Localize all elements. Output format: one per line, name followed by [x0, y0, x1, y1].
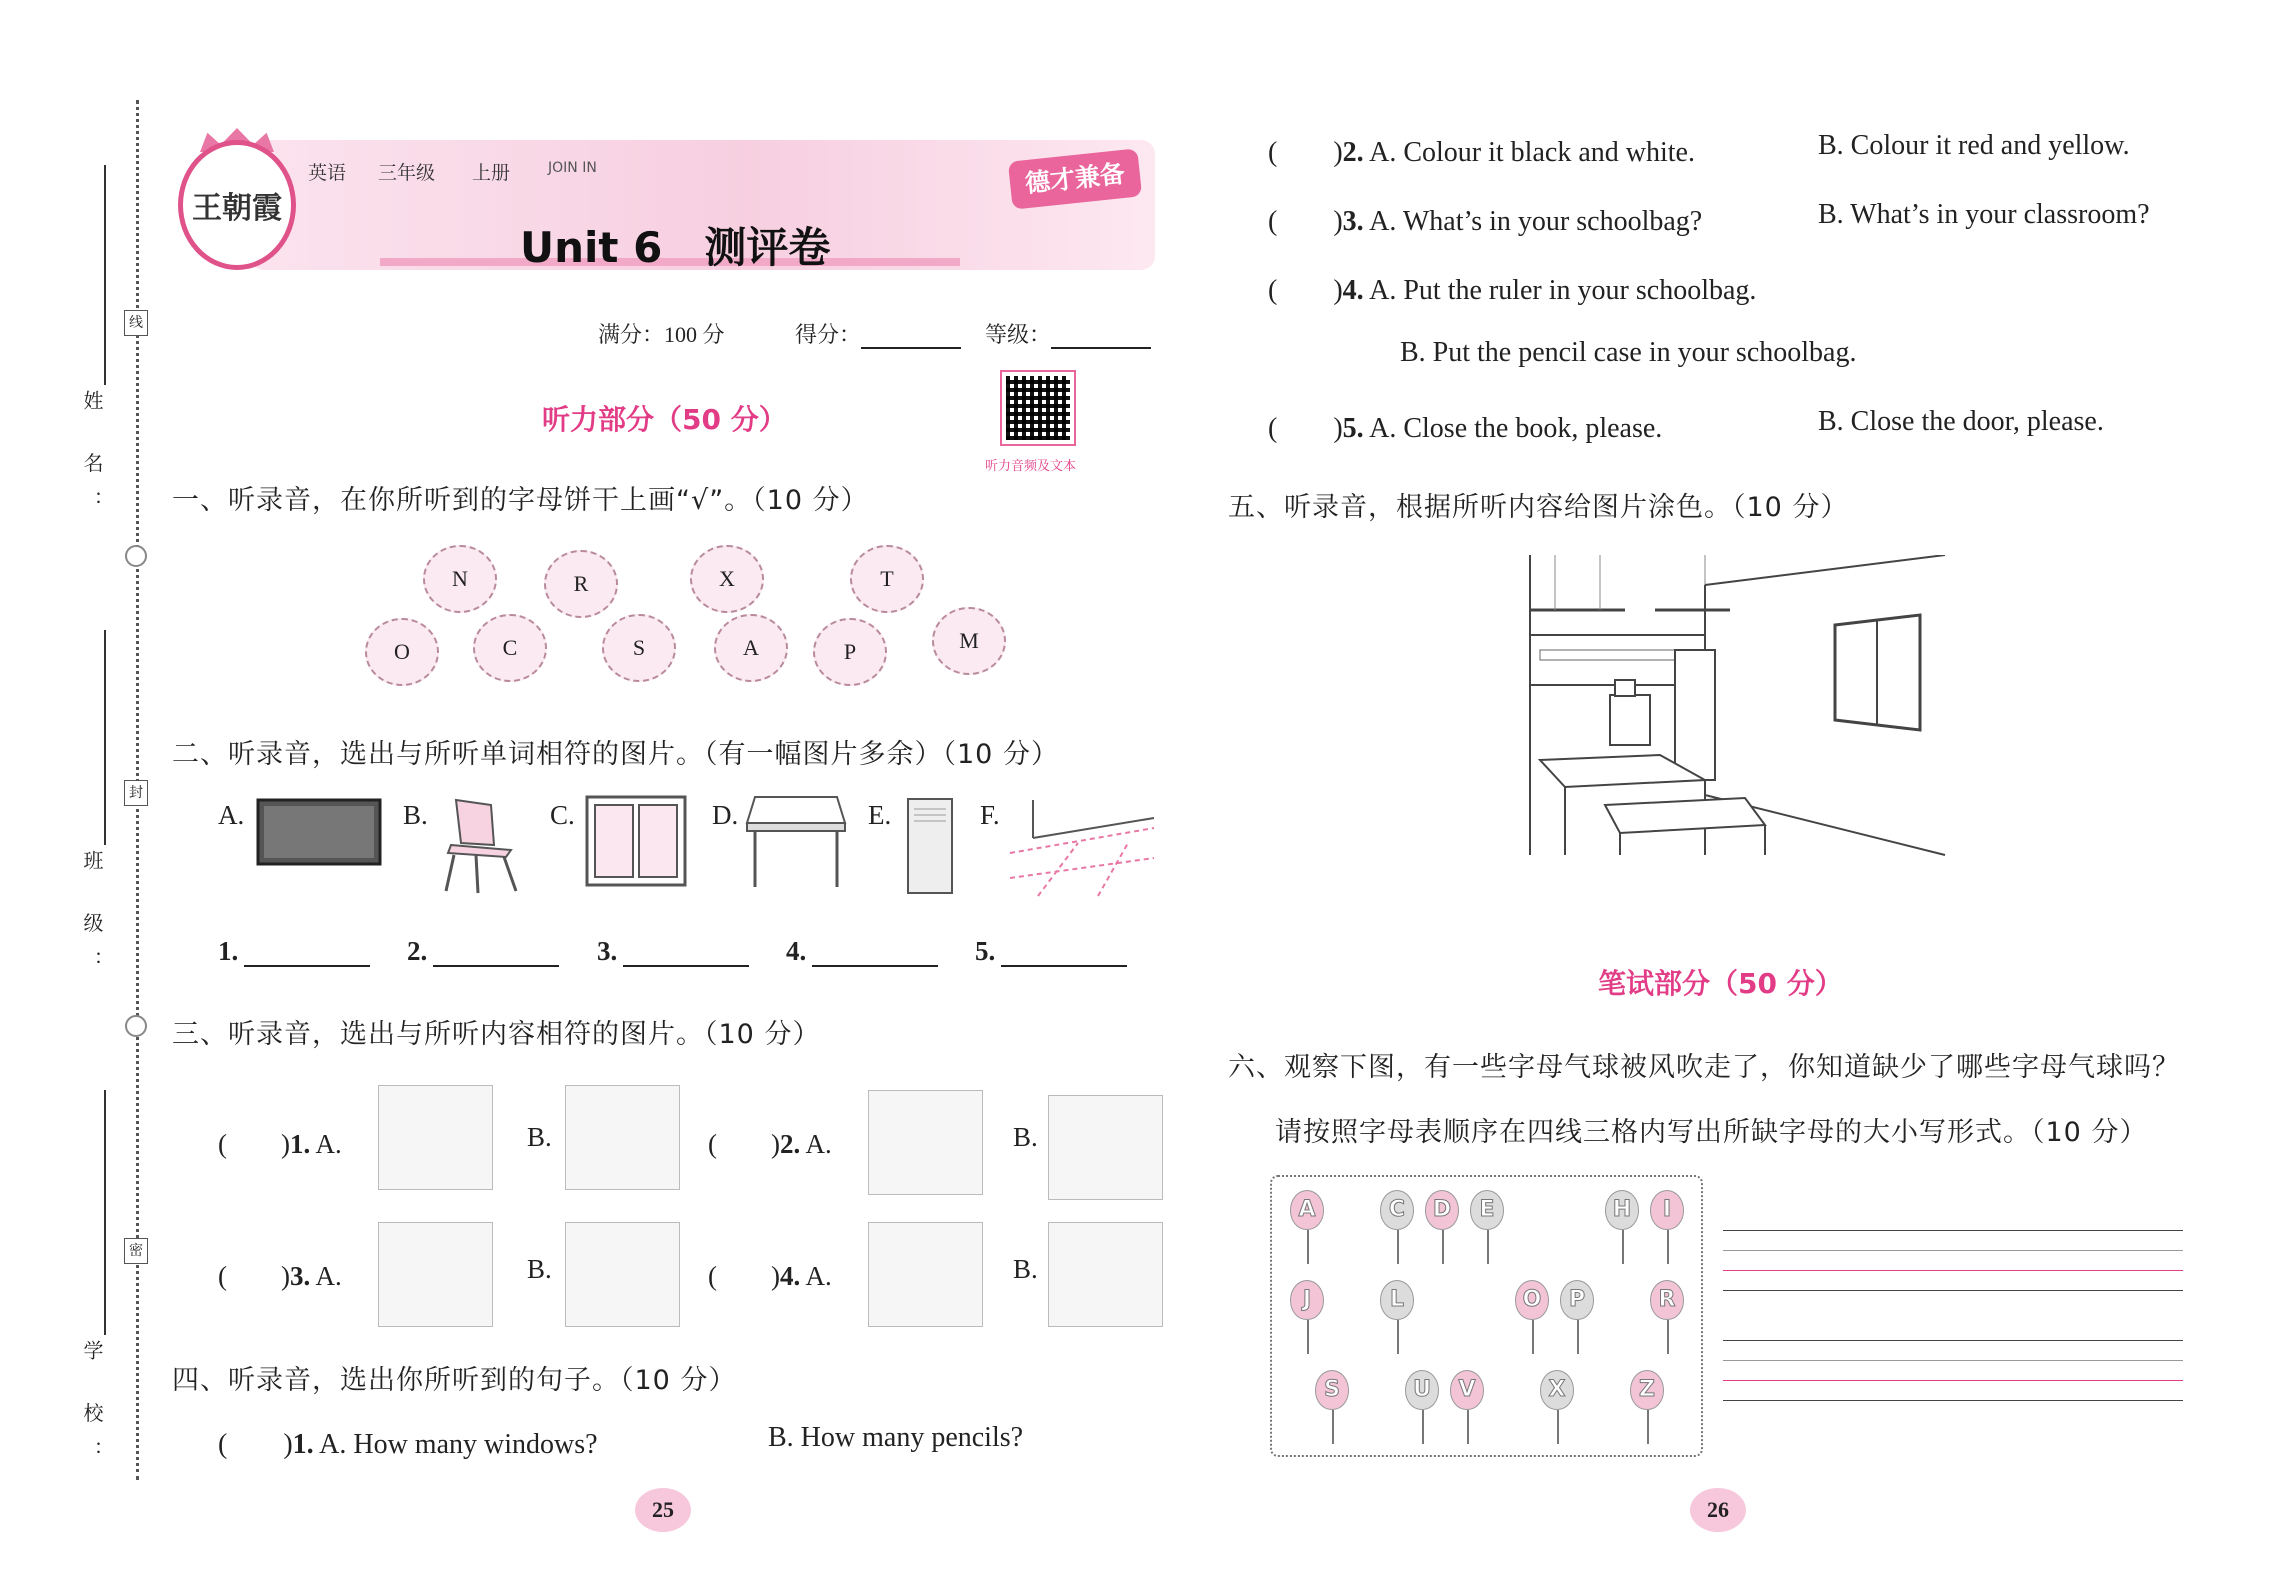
option-a-label: A.	[805, 1129, 832, 1159]
question-number: 1.	[292, 1429, 314, 1460]
option-b-label: B.	[527, 1122, 552, 1152]
balloon-letter: A	[1290, 1190, 1324, 1230]
balloon-letter: V	[1450, 1370, 1484, 1410]
grade-label: 三年级	[378, 162, 436, 184]
answer-paren[interactable]: ( )2. A.	[708, 1129, 832, 1159]
answer-blank-2[interactable]	[407, 936, 559, 967]
option-label: C.	[550, 800, 575, 830]
binding-hole	[125, 545, 147, 567]
qr-caption: 听力音频及文本	[985, 459, 1077, 474]
answer-line[interactable]	[433, 941, 559, 967]
page-number-right: 26	[1690, 1488, 1746, 1532]
question-number: 4.	[1342, 275, 1364, 306]
answer-blank-5[interactable]	[975, 936, 1127, 967]
balloon-letter: E	[1470, 1190, 1504, 1230]
desk-picture	[745, 795, 847, 889]
classroom-scene-picture	[868, 1090, 983, 1195]
logo-text: 王朝霞	[192, 191, 282, 226]
question-number: 2.	[779, 1129, 801, 1159]
q4-item-3[interactable]	[1268, 199, 1702, 239]
option-a: A. What’s in your schoolbag?	[1369, 206, 1703, 237]
option-b: B. What’s in your classroom?	[1818, 199, 2150, 230]
q3-heading: 三、听录音，选出与所听内容相符的图片。（10 分）	[172, 1019, 821, 1050]
balloon-letter: Z	[1630, 1370, 1664, 1410]
q4-item-1[interactable]	[218, 1422, 598, 1462]
balloon-letter: R	[1650, 1280, 1684, 1320]
biscuit-letter[interactable]: R	[544, 550, 618, 618]
q4-item-5[interactable]	[1268, 406, 1662, 446]
option-b: B. Put the pencil case in your schoolbag.	[1400, 337, 1857, 368]
biscuit-letter[interactable]: O	[365, 618, 439, 686]
q6-heading-line2: 请按照字母表顺序在四线三格内写出所缺字母的大小写形式。（10 分）	[1275, 1117, 2148, 1148]
question-number: 5.	[1342, 413, 1364, 444]
writing-grid[interactable]	[1723, 1230, 2183, 1300]
biscuit-letter[interactable]: M	[932, 607, 1006, 675]
balloon-string	[1422, 1410, 1424, 1444]
classroom-scene-picture	[868, 1222, 983, 1327]
balloon-string	[1532, 1320, 1534, 1354]
option-a: A. Put the ruler in your schoolbag.	[1369, 275, 1757, 306]
balloon-letter: H	[1605, 1190, 1639, 1230]
option-label: F.	[980, 800, 1000, 830]
subject-label: 英语	[308, 162, 347, 184]
biscuit-letter[interactable]: N	[423, 545, 497, 613]
balloon-string	[1667, 1230, 1669, 1264]
balloon-string	[1397, 1320, 1399, 1354]
balloon-letter: D	[1425, 1190, 1459, 1230]
class-field-line	[104, 630, 106, 845]
balloon-string	[1467, 1410, 1469, 1444]
option-label: E.	[868, 800, 892, 830]
answer-blank-1[interactable]	[218, 936, 370, 967]
full-score: 满分：100 分	[598, 322, 725, 347]
q4-heading: 四、听录音，选出你所听到的句子。（10 分）	[172, 1365, 737, 1396]
question-number: 4.	[779, 1261, 801, 1291]
option-b-label: B.	[1013, 1254, 1038, 1284]
classroom-scene-picture	[1048, 1222, 1163, 1327]
balloon-string	[1397, 1230, 1399, 1264]
floor-picture	[1008, 798, 1156, 898]
balloon-string	[1332, 1410, 1334, 1444]
question-number: 2.	[1342, 137, 1364, 168]
grade-field[interactable]	[985, 318, 1151, 349]
blackboard-picture	[256, 798, 382, 866]
answer-paren[interactable]: ( )	[1268, 137, 1343, 168]
option-a-label: A.	[805, 1261, 832, 1291]
balloon-string	[1647, 1410, 1649, 1444]
volume-label: 上册	[472, 162, 511, 184]
answer-paren[interactable]: ( )	[1268, 206, 1343, 237]
balloon-string	[1487, 1230, 1489, 1264]
answer-blank-3[interactable]	[597, 936, 749, 967]
writing-grid[interactable]	[1723, 1340, 2183, 1410]
answer-line[interactable]	[244, 941, 370, 967]
option-b: B. Colour it red and yellow.	[1818, 130, 2130, 161]
qr-pattern	[1006, 376, 1070, 440]
q4-item-4[interactable]	[1268, 268, 1756, 308]
biscuit-letter[interactable]: C	[473, 614, 547, 682]
answer-line[interactable]	[1001, 941, 1127, 967]
badge: 德才兼备	[1008, 148, 1142, 209]
children-scene-picture	[378, 1222, 493, 1327]
answer-line[interactable]	[812, 941, 938, 967]
option-a: A. How many windows?	[319, 1429, 598, 1460]
balloon-letter: S	[1315, 1370, 1349, 1410]
chairs-scene-picture	[378, 1085, 493, 1190]
biscuit-letter[interactable]: T	[850, 545, 924, 613]
blank-number: 1.	[218, 936, 239, 966]
balloon-letter: O	[1515, 1280, 1549, 1320]
option-a: A. Close the book, please.	[1369, 413, 1663, 444]
q4-item-2[interactable]	[1268, 130, 1695, 170]
balloon-letter: I	[1650, 1190, 1684, 1230]
balloon-letter: J	[1290, 1280, 1324, 1320]
answer-paren[interactable]: ( )	[218, 1429, 293, 1460]
balloon-string	[1307, 1320, 1309, 1354]
binding-box-xian: 线	[124, 310, 148, 336]
balloon-string	[1577, 1320, 1579, 1354]
balloon-letter: P	[1560, 1280, 1594, 1320]
balloon-string	[1442, 1230, 1444, 1264]
blank-number: 2.	[407, 936, 428, 966]
option-b-label: B.	[1013, 1122, 1038, 1152]
balloon-string	[1622, 1230, 1624, 1264]
option-a-label: A.	[315, 1129, 342, 1159]
grade-label-score: 等级：	[985, 323, 1052, 348]
page-number-left: 25	[635, 1488, 691, 1532]
blank-number: 3.	[597, 936, 618, 966]
school-label: 学 校：	[80, 1340, 104, 1479]
name-field-line	[104, 165, 106, 385]
answer-blank-4[interactable]	[786, 936, 938, 967]
desks-scene-picture	[565, 1085, 680, 1190]
school-field-line	[104, 1090, 106, 1335]
writing-section-title: 笔试部分（50 分）	[1598, 967, 1843, 1000]
binding-box-mi: 密	[124, 1238, 148, 1264]
door-picture	[906, 797, 954, 895]
balloon-letter: L	[1380, 1280, 1414, 1320]
biscuit-letter[interactable]: X	[690, 545, 764, 613]
balloon-string	[1557, 1410, 1559, 1444]
window-picture	[585, 795, 687, 887]
chair-picture	[436, 795, 526, 895]
classroom-colouring-picture[interactable]	[1525, 555, 1950, 860]
option-a-label: A.	[315, 1261, 342, 1291]
answer-paren[interactable]: ( )3. A.	[218, 1261, 342, 1291]
answer-paren[interactable]: ( )4. A.	[708, 1261, 832, 1291]
score-field[interactable]	[795, 318, 961, 349]
grade-blank[interactable]	[1051, 347, 1151, 349]
balloon-letter: X	[1540, 1370, 1574, 1410]
q5-heading: 五、听录音，根据所听内容给图片涂色。（10 分）	[1228, 492, 1849, 523]
biscuit-letter[interactable]: P	[813, 618, 887, 686]
option-a: A. Colour it black and white.	[1369, 137, 1695, 168]
balloon-letter: U	[1405, 1370, 1439, 1410]
blank-number: 4.	[786, 936, 807, 966]
score-label: 得分：	[795, 323, 862, 348]
option-label: B.	[403, 800, 428, 830]
binding-box-feng: 封	[124, 780, 148, 806]
option-b-label: B.	[527, 1254, 552, 1284]
option-b: B. Close the door, please.	[1818, 406, 2104, 437]
class-label: 班 级：	[80, 850, 104, 989]
blank-number: 5.	[975, 936, 996, 966]
question-number: 3.	[289, 1261, 311, 1291]
listening-section-title: 听力部分（50 分）	[542, 403, 787, 436]
name-label: 姓 名：	[80, 390, 104, 529]
score-blank[interactable]	[861, 347, 961, 349]
qr-code[interactable]	[1000, 370, 1076, 446]
question-number: 1.	[289, 1129, 311, 1159]
biscuit-letter[interactable]: S	[602, 614, 676, 682]
answer-paren[interactable]: ( )1. A.	[218, 1129, 342, 1159]
q1-heading: 一、听录音，在你所听到的字母饼干上画“√”。（10 分）	[172, 485, 869, 516]
option-label: A.	[218, 800, 245, 830]
page-title: Unit 6 测评卷	[520, 223, 831, 272]
option-b: B. How many pencils?	[768, 1422, 1024, 1453]
brand-logo	[178, 140, 296, 270]
balloon-letter: C	[1380, 1190, 1414, 1230]
option-label: D.	[712, 800, 739, 830]
balloon-string	[1667, 1320, 1669, 1354]
q6-heading-line1: 六、观察下图，有一些字母气球被风吹走了，你知道缺少了哪些字母气球吗？	[1228, 1052, 2180, 1083]
answer-paren[interactable]: ( )	[1268, 275, 1343, 306]
question-number: 3.	[1342, 206, 1364, 237]
answer-paren[interactable]: ( )	[1268, 413, 1343, 444]
edition-label: JOIN IN	[548, 160, 597, 176]
q2-heading: 二、听录音，选出与所听单词相符的图片。（有一幅图片多余）（10 分）	[172, 739, 1059, 770]
binding-hole	[125, 1015, 147, 1037]
children-scene-picture	[565, 1222, 680, 1327]
balloon-string	[1307, 1230, 1309, 1264]
answer-line[interactable]	[623, 941, 749, 967]
classroom-scene-picture	[1048, 1095, 1163, 1200]
biscuit-letter[interactable]: A	[714, 614, 788, 682]
